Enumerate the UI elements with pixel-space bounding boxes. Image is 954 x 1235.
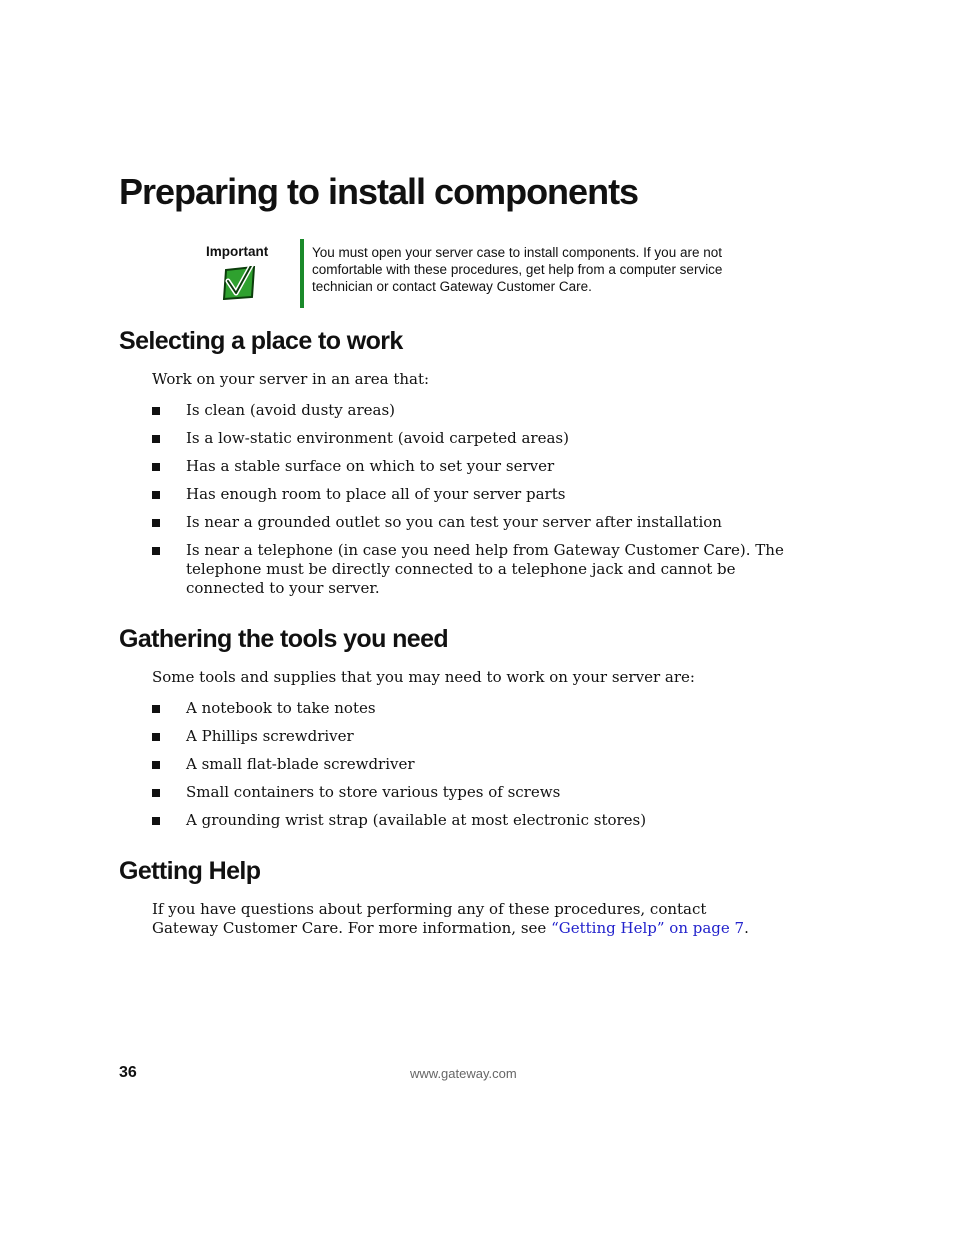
- section-heading-getting-help: Getting Help: [119, 857, 261, 885]
- green-checkmark-icon: [222, 266, 256, 300]
- list-item: Is near a grounded outlet so you can test your server after installation: [152, 513, 812, 532]
- bullet-square-icon: [152, 705, 160, 713]
- bullet-square-icon: [152, 491, 160, 499]
- list-item: Small containers to store various types of screws: [152, 783, 812, 802]
- page-number: 36: [119, 1064, 137, 1081]
- important-label: Important: [206, 244, 269, 259]
- footer-url: www.gateway.com: [410, 1066, 517, 1081]
- bullet-square-icon: [152, 519, 160, 527]
- bullet-square-icon: [152, 817, 160, 825]
- getting-help-link[interactable]: “Getting Help” on page 7: [551, 919, 745, 937]
- section1-intro: Work on your server in an area that:: [152, 370, 430, 388]
- bullet-square-icon: [152, 789, 160, 797]
- bullet-square-icon: [152, 407, 160, 415]
- section2-intro: Some tools and supplies that you may need to work on your server are:: [152, 668, 695, 686]
- list-item: A small flat-blade screwdriver: [152, 755, 812, 774]
- list-item: Is clean (avoid dusty areas): [152, 401, 812, 420]
- list-item: Has enough room to place all of your server parts: [152, 485, 812, 504]
- list-item: Is near a telephone (in case you need help from Gateway Customer Care). The telephone must be directly connected to a telephone jack and cannot be connected to your server.: [152, 541, 812, 598]
- section-heading-tools: Gathering the tools you need: [119, 625, 449, 653]
- bullet-square-icon: [152, 435, 160, 443]
- bullet-square-icon: [152, 761, 160, 769]
- list-item: A Phillips screwdriver: [152, 727, 812, 746]
- list-item: A grounding wrist strap (available at most electronic stores): [152, 811, 812, 830]
- getting-help-paragraph: If you have questions about performing any of these procedures, contact Gateway Customer Care. For more information, see “Getting Help” on page 7.: [152, 900, 749, 937]
- important-text: You must open your server case to install components. If you are not comfortable with these procedures, get help from a computer service technician or contact Gateway Customer Care.: [312, 245, 723, 294]
- list-item: Has a stable surface on which to set your server: [152, 457, 812, 476]
- page-title: Preparing to install components: [119, 171, 639, 212]
- list-item: A notebook to take notes: [152, 699, 812, 718]
- bullet-square-icon: [152, 733, 160, 741]
- section-heading-place-to-work: Selecting a place to work: [119, 327, 403, 355]
- section2-list: [152, 699, 812, 839]
- bullet-square-icon: [152, 463, 160, 471]
- list-item: Is a low-static environment (avoid carpeted areas): [152, 429, 812, 448]
- section1-list: [152, 401, 812, 607]
- note-divider-bar: [300, 239, 304, 308]
- bullet-square-icon: [152, 547, 160, 555]
